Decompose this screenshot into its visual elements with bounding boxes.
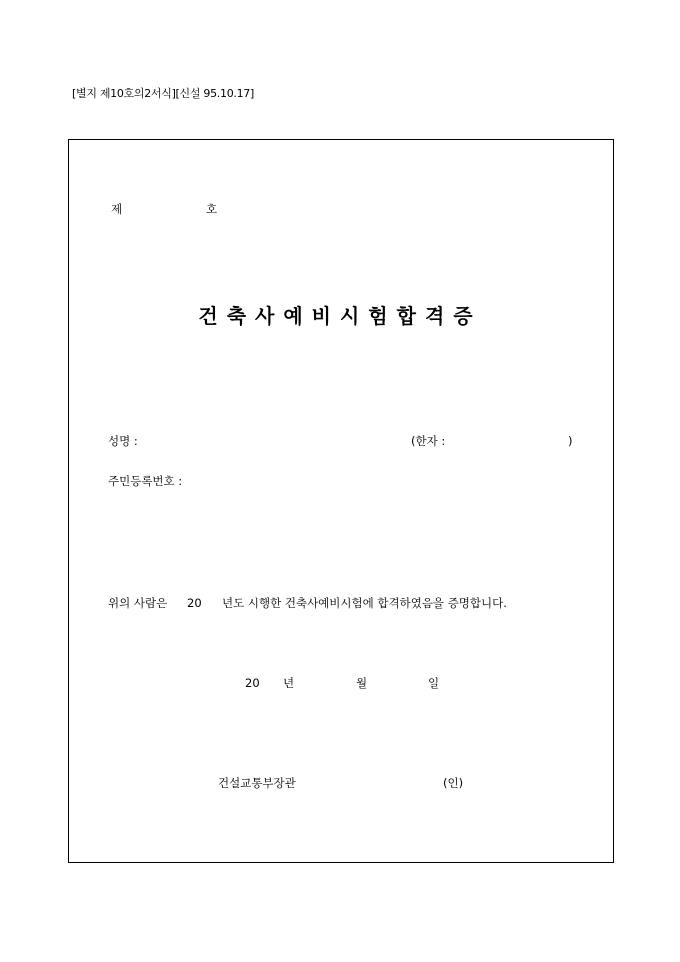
issuer-name: 건설교통부장관 — [218, 776, 296, 790]
name-label: 성명 : — [108, 434, 138, 448]
form-number-note: [별지 제10호의2서식][신설 95.10.17] — [72, 87, 254, 100]
statement-suffix: 년도 시행한 건축사예비시험에 합격하였음을 증명합니다. — [222, 596, 507, 610]
number-label-ho: 호 — [206, 202, 218, 216]
hanja-label: (한자 : — [411, 434, 446, 448]
official-seal-mark: (인) — [443, 776, 464, 790]
hanja-close-paren: ) — [568, 434, 573, 448]
certificate-title: 건축사예비시험합격증 — [198, 304, 482, 328]
date-year-unit: 년 — [283, 676, 295, 690]
date-month-unit: 월 — [356, 676, 368, 690]
date-day-unit: 일 — [428, 676, 440, 690]
date-year: 20 — [245, 676, 260, 690]
statement-year: 20 — [187, 596, 202, 610]
certificate-frame — [68, 139, 614, 863]
number-label-je: 제 — [111, 202, 123, 216]
statement-prefix: 위의 사람은 — [108, 596, 168, 610]
resident-number-label: 주민등록번호 : — [108, 474, 183, 488]
